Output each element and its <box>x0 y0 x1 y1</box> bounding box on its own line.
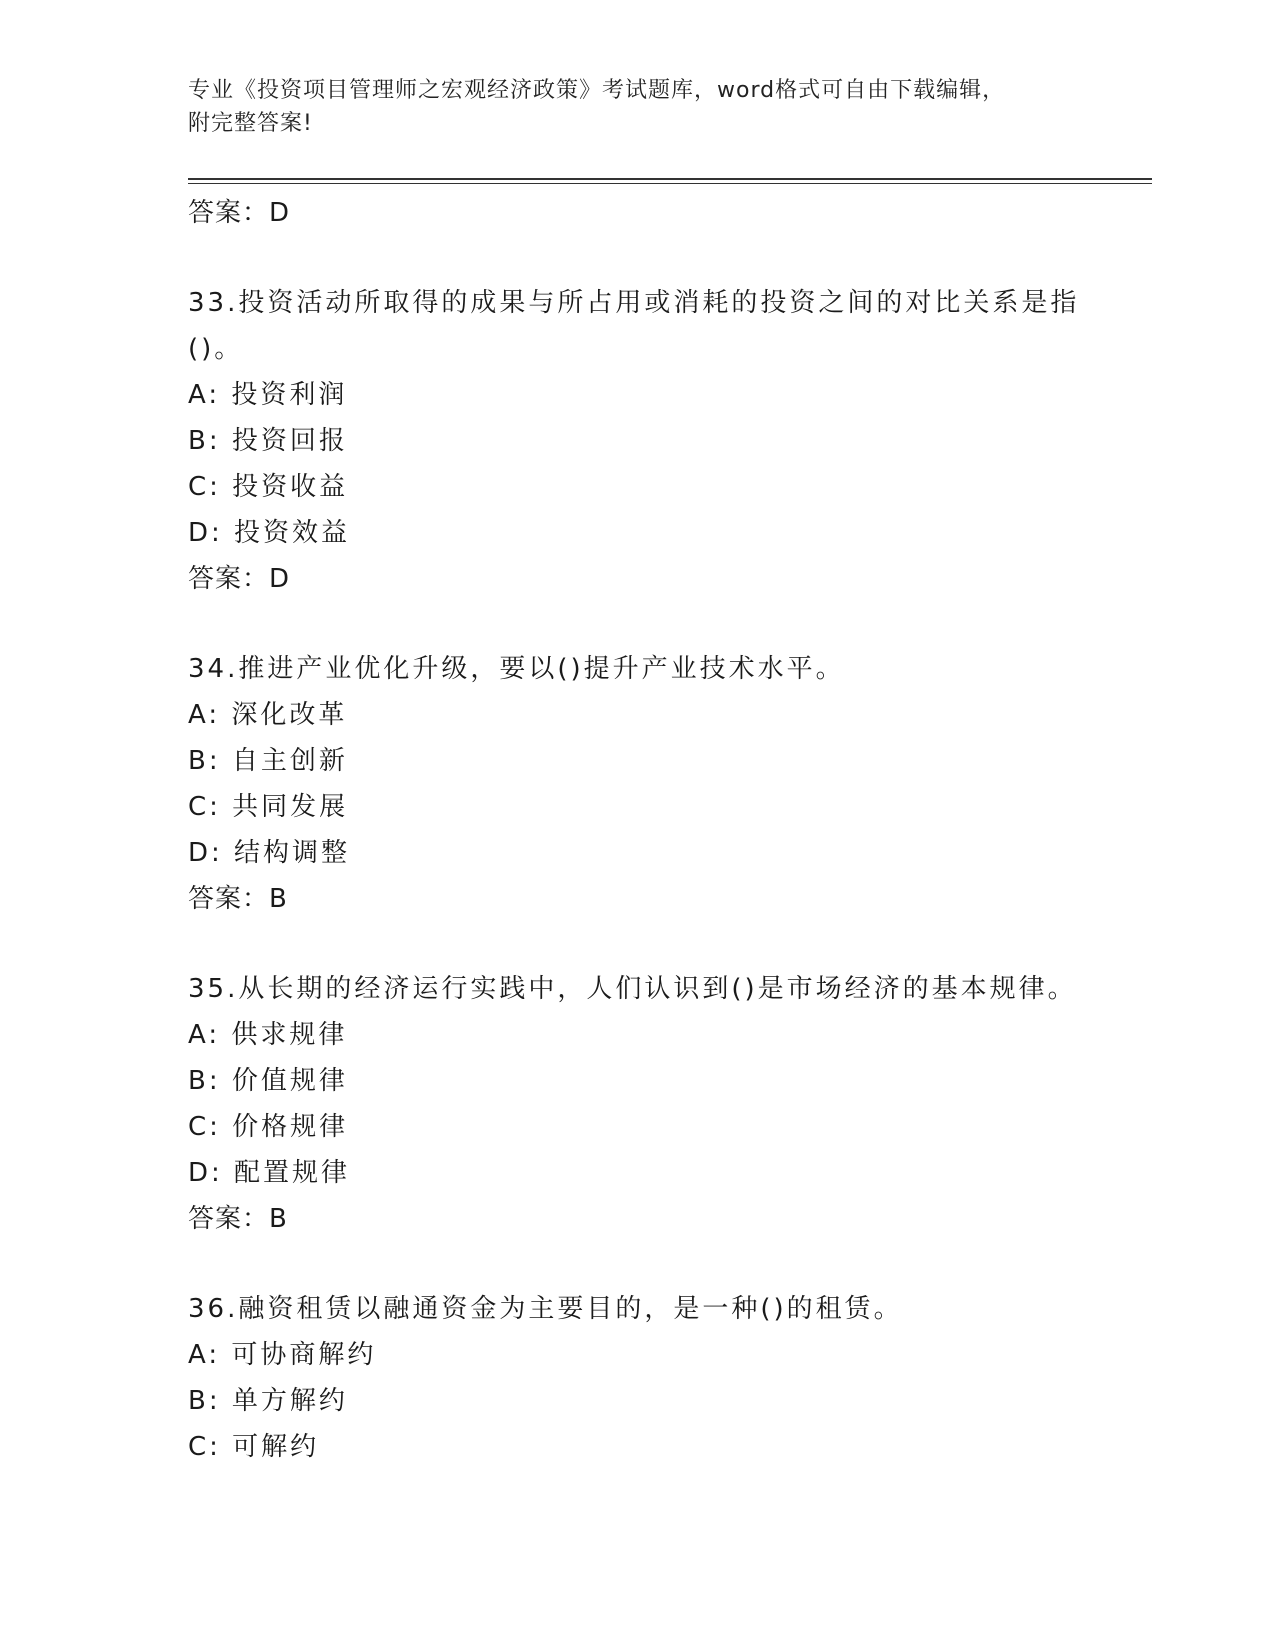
header-line-1: 专业《投资项目管理师之宏观经济政策》考试题库，word格式可自由下载编辑， <box>188 78 1006 103</box>
question-block <box>188 646 1118 922</box>
question-block <box>188 966 1118 1242</box>
question-text: 35.从长期的经济运行实践中，人们认识到()是市场经济的基本规律。 <box>188 974 1077 1004</box>
header-divider-thick <box>188 178 1152 180</box>
question-text: 34.推进产业优化升级，要以()提升产业技术水平。 <box>188 654 845 684</box>
spacer <box>188 602 1118 646</box>
question-block <box>188 280 1118 602</box>
option-b: B: 自主创新 <box>188 746 348 776</box>
document-header <box>188 74 1088 140</box>
header-line-2: 附完整答案! <box>188 111 313 136</box>
option-b: B: 单方解约 <box>188 1386 348 1416</box>
option-c: C: 价格规律 <box>188 1112 349 1142</box>
answer-line: 答案：B <box>188 1204 288 1234</box>
header-divider-thin <box>188 183 1152 184</box>
option-d: D: 配置规律 <box>188 1158 351 1188</box>
question-text: 33.投资活动所取得的成果与所占用或消耗的投资之间的对比关系是指()。 <box>188 288 1080 364</box>
answer-line: 答案：D <box>188 198 291 228</box>
option-d: D: 投资效益 <box>188 518 351 548</box>
option-b: B: 投资回报 <box>188 426 348 456</box>
answer-line: 答案：B <box>188 884 288 914</box>
option-a: A: 深化改革 <box>188 700 348 730</box>
spacer <box>188 236 1118 280</box>
option-c: C: 投资收益 <box>188 472 349 502</box>
option-a: A: 可协商解约 <box>188 1340 377 1370</box>
spacer <box>188 922 1118 966</box>
option-d: D: 结构调整 <box>188 838 351 868</box>
question-block <box>188 1286 1118 1470</box>
spacer <box>188 1242 1118 1286</box>
question-text: 36.融资租赁以融通资金为主要目的，是一种()的租赁。 <box>188 1294 903 1324</box>
question-list <box>188 190 1118 1470</box>
option-c: C: 共同发展 <box>188 792 349 822</box>
option-a: A: 供求规律 <box>188 1020 348 1050</box>
option-c: C: 可解约 <box>188 1432 320 1462</box>
option-b: B: 价值规律 <box>188 1066 348 1096</box>
answer-line: 答案：D <box>188 564 291 594</box>
option-a: A: 投资利润 <box>188 380 348 410</box>
